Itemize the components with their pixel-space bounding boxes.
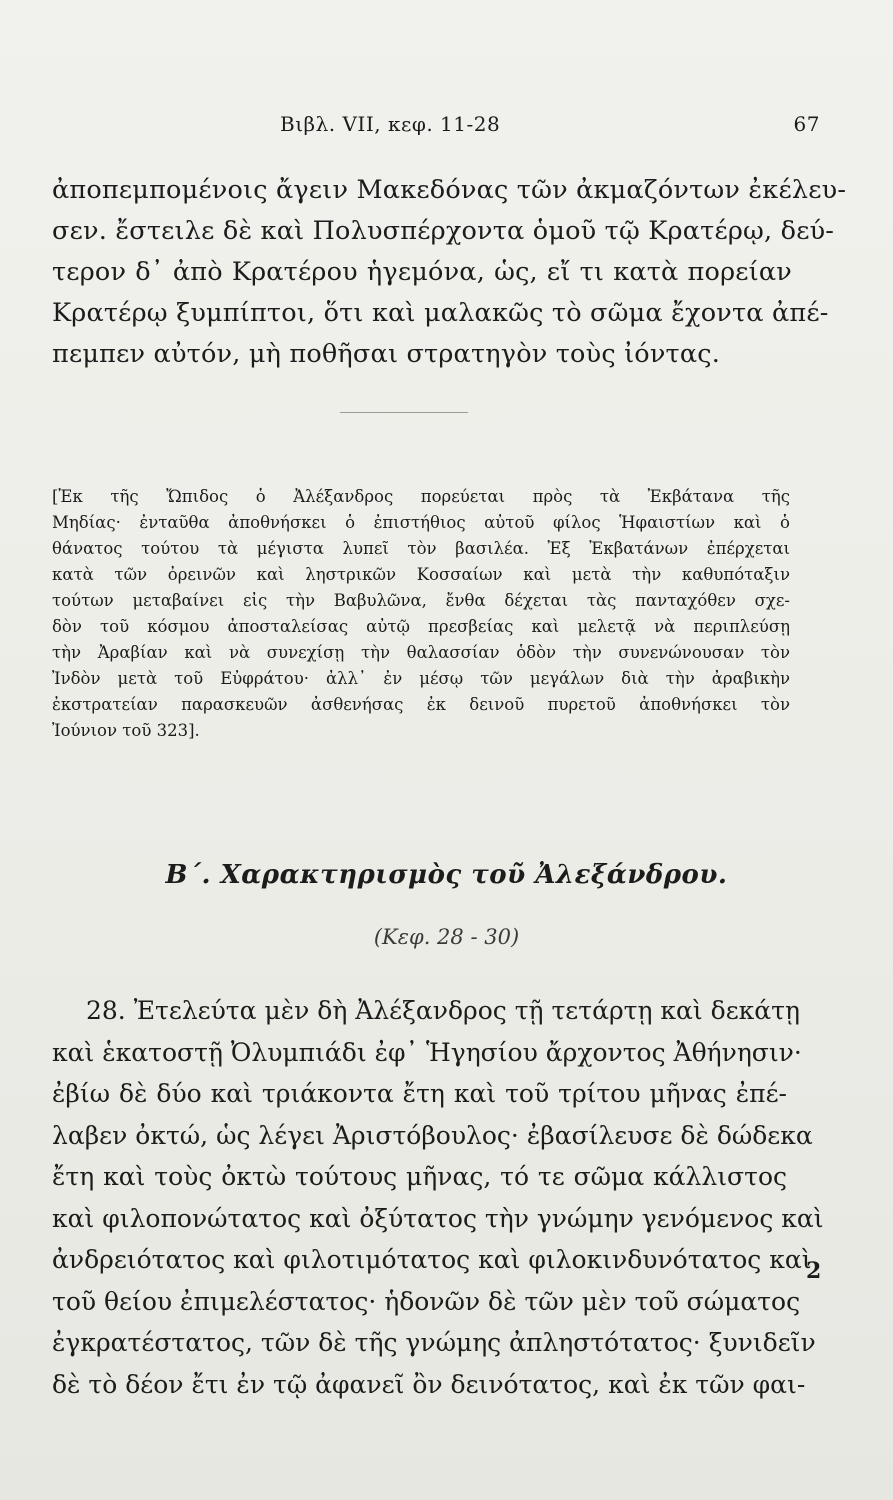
- summary-line: τούτων μεταβαίνει εἰς τὴν Βαβυλῶνα, ἔνθα δέχεται τὰς πανταχόθεν σχε-: [52, 591, 790, 610]
- text-line: τερον δ᾽ ἀπὸ Κρατέρου ἡγεμόνα, ὡς, εἴ τι κατὰ πορείαν: [52, 257, 792, 287]
- summary-line: Ἰούνιον τοῦ 323].: [52, 721, 200, 740]
- summary-line: Μηδίας· ἐνταῦθα ἀποθνήσκει ὁ ἐπιστήθιος αὐτοῦ φίλος Ἡφαιστίων καὶ ὁ: [52, 513, 790, 532]
- chapter-line: ἀνδρειότατος καὶ φιλοτιμότατος καὶ φιλοκινδυνότατος καὶ: [52, 1245, 812, 1274]
- summary-paragraph: [52, 484, 790, 744]
- text-line: πεμπεν αὐτόν, μὴ ποθῆσαι στρατηγὸν τοὺς ἰόντας.: [52, 339, 721, 369]
- margin-section-number: 2: [806, 1258, 822, 1284]
- summary-line: τὴν Ἀραβίαν καὶ νὰ συνεχίσῃ τὴν θαλασσίαν ὁδὸν τὴν συνενώνουσαν τὸν: [52, 643, 790, 662]
- summary-line: ἐκστρατείαν παρασκευῶν ἀσθενήσας ἐκ δεινοῦ πυρετοῦ ἀποθνήσκει τὸν: [52, 695, 790, 714]
- chapter-range: (Κεφ. 28 - 30): [373, 925, 520, 949]
- summary-line: δὸν τοῦ κόσμου ἀποσταλείσας αὐτῷ πρεσβείας καὶ μελετᾷ νὰ περιπλεύσῃ: [52, 617, 790, 636]
- chapter-line: καὶ ἑκατοστῇ Ὀλυμπιάδι ἐφ᾽ Ἡγησίου ἄρχοντος Ἀθήνησιν·: [52, 1037, 802, 1067]
- chapter-line: ἐγκρατέστατος, τῶν δὲ τῆς γνώμης ἀπληστότατος· ξυνιδεῖν: [52, 1328, 816, 1357]
- summary-line: κατὰ τῶν ὀρεινῶν καὶ ληστρικῶν Κοσσαίων καὶ μετὰ τὴν καθυπόταξιν: [52, 565, 790, 584]
- main-paragraph: [52, 170, 847, 375]
- text-line: Κρατέρῳ ξυμπίπτοι, ὅτι καὶ μαλακῶς τὸ σῶμα ἔχοντα ἀπέ-: [52, 298, 829, 328]
- page-number: 67: [793, 112, 820, 136]
- summary-line: Ἰνδὸν μετὰ τοῦ Εὐφράτου· ἀλλ᾽ ἐν μέσῳ τῶν μεγάλων διὰ τὴν ἀραβικὴν: [52, 669, 790, 688]
- chapter-line: τοῦ θείου ἐπιμελέστατος· ἡδονῶν δὲ τῶν μὲν τοῦ σώματος: [52, 1286, 801, 1316]
- chapter-line: λαβεν ὀκτώ, ὡς λέγει Ἀριστόβουλος· ἐβασίλευσε δὲ δώδεκα: [52, 1120, 813, 1150]
- chapter-line: 28. Ἐτελεύτα μὲν δὴ Ἀλέξανδρος τῇ τετάρτῃ καὶ δεκάτῃ: [86, 996, 800, 1025]
- chapter-line: καὶ φιλοπονώτατος καὶ ὀξύτατος τὴν γνώμην γενόμενος καὶ: [52, 1203, 824, 1233]
- summary-line: [Ἐκ τῆς Ὤπιδος ὁ Ἀλέξανδρος πορεύεται πρὸς τὰ Ἐκβάτανα τῆς: [52, 487, 790, 506]
- chapter-line: ἐβίω δὲ δύο καὶ τριάκοντα ἔτη καὶ τοῦ τρίτου μῆνας ἐπέ-: [52, 1079, 787, 1108]
- text-line: σεν. ἔστειλε δὲ καὶ Πολυσπέρχοντα ὁμοῦ τῷ Κρατέρῳ, δεύ-: [52, 216, 835, 246]
- running-head: [60, 112, 820, 142]
- running-head-title: Βιβλ. VII, κεφ. 11-28: [280, 112, 501, 136]
- summary-line: θάνατος τούτου τὰ μέγιστα λυπεῖ τὸν βασιλέα. Ἐξ Ἐκβατάνων ἐπέρχεται: [52, 539, 790, 558]
- section-divider: [340, 412, 468, 413]
- section-heading: Β΄. Χαρακτηρισμὸς τοῦ Ἀλεξάνδρου.: [165, 860, 728, 890]
- text-line: ἀποπεμπομένοις ἄγειν Μακεδόνας τῶν ἀκμαζόντων ἐκέλευ-: [52, 175, 847, 205]
- chapter-line: ἔτη καὶ τοὺς ὀκτὼ τούτους μῆνας, τό τε σῶμα κάλλιστος: [52, 1162, 787, 1191]
- chapter-line: δὲ τὸ δέον ἔτι ἐν τῷ ἀφανεῖ ὂν δεινότατος, καὶ ἐκ τῶν φαι-: [52, 1369, 806, 1399]
- chapter-paragraph: [52, 990, 824, 1405]
